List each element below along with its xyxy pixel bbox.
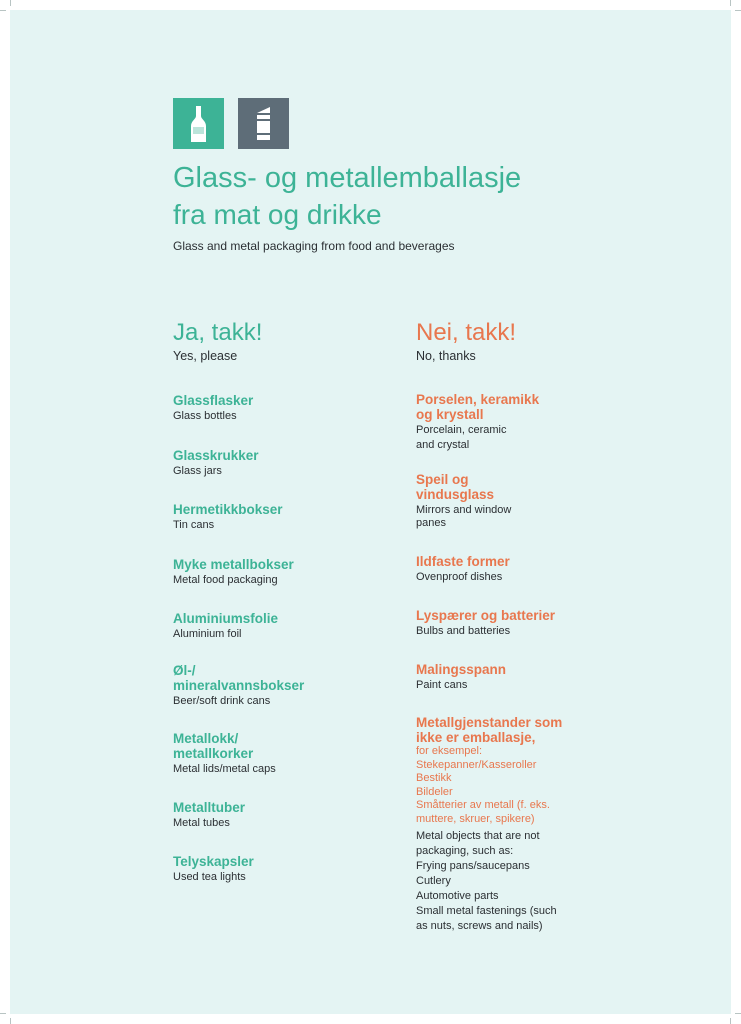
yes-item-translation: Used tea lights [173,871,246,883]
yes-heading: Ja, takk! [173,319,263,346]
yes-item-translation: Metal tubes [173,817,230,829]
crop-mark [730,1018,731,1024]
page-subtitle: Glass and metal packaging from food and beverages [173,239,455,253]
yes-subheading: Yes, please [173,349,238,363]
no-item-title: Metallgjenstander som [416,715,563,730]
no-item-translation: packaging, such as: [416,845,514,857]
page-title-line2: fra mat og drikke [173,199,382,230]
no-item [416,472,606,531]
crop-mark [735,10,741,11]
yes-item-title: Hermetikkbokser [173,502,283,517]
crop-mark [735,1013,741,1014]
yes-item-translation: Tin cans [173,519,215,531]
no-item-translation: Cutlery [416,875,451,887]
yes-item-title: Myke metallbokser [173,557,294,572]
example-line: Bildeler [416,785,453,798]
yes-item [173,502,363,533]
no-item-translation: and crystal [416,439,470,451]
crop-mark [0,1013,6,1014]
yes-item-translation: Glass bottles [173,410,237,422]
no-item-translation: Porcelain, ceramic [416,424,507,436]
yes-item [173,663,363,709]
example-line: Stekepanner/Kasseroller [416,758,537,771]
yes-item [173,800,363,831]
yes-item [173,854,363,885]
yes-item-title: Øl-/ [173,663,196,678]
yes-item-title: Metalltuber [173,800,246,815]
yes-item-title: Aluminiumsfolie [173,611,279,626]
example-line: for eksempel: [416,745,483,757]
yes-item-translation: Glass jars [173,465,222,477]
no-item-translation: Metal objects that are not [416,830,540,842]
yes-item [173,448,363,479]
yes-item [173,611,363,642]
no-item-translation: Mirrors and window [416,504,512,516]
yes-item [173,557,363,588]
no-item-title: Lyspærer og batterier [416,608,556,623]
tin-can-icon [238,98,289,149]
yes-item-title: mineralvannsbokser [173,678,305,693]
example-line: Småtterier av metall (f. eks. [416,799,550,811]
no-item-title: og krystall [416,407,484,422]
yes-item-title: Telyskapsler [173,854,254,869]
yes-item-title: Metallokk/ [173,731,239,746]
poster-page [10,10,731,1014]
no-item-translation: panes [416,517,446,529]
yes-item-title: Glassflasker [173,393,254,408]
no-item-title: ikke er emballasje, [416,730,536,745]
yes-item-title: Glasskrukker [173,448,259,463]
crop-mark [10,0,11,6]
yes-item [173,393,363,424]
yes-item-translation: Metal food packaging [173,574,278,586]
example-line: Bestikk [416,772,452,784]
no-item [416,554,606,585]
no-item-translation: Automotive parts [416,890,499,902]
yes-item-translation: Beer/soft drink cans [173,695,271,707]
glass-bottle-icon [173,98,224,149]
no-item-translation: Paint cans [416,679,468,691]
example-line: muttere, skruer, spikere) [416,812,535,825]
yes-item-translation: Metal lids/metal caps [173,763,276,775]
no-item-title: Porselen, keramikk [416,392,540,407]
yes-item [173,731,363,777]
no-item-translation: Bulbs and batteries [416,625,511,637]
no-item-title: Ildfaste former [416,554,510,569]
page-title: Glass- og metallemballasje [173,162,522,194]
no-item [416,662,606,693]
crop-mark [0,10,6,11]
no-item [416,608,606,639]
no-item-title: vindusglass [416,487,495,502]
yes-item-translation: Aluminium foil [173,628,242,640]
crop-mark [10,1018,11,1024]
no-item-translation: Small metal fastenings (such [416,905,557,917]
crop-mark [730,0,731,6]
no-item [416,715,616,934]
no-item [416,392,606,453]
yes-item-title: metallkorker [173,746,254,761]
no-item-title: Speil og [416,472,469,487]
no-item-translation: Ovenproof dishes [416,571,503,583]
no-subheading: No, thanks [416,349,476,363]
no-heading: Nei, takk! [416,319,517,346]
no-item-title: Malingsspann [416,662,507,677]
no-item-translation: as nuts, screws and nails) [416,920,543,932]
no-item-translation: Frying pans/saucepans [416,860,530,872]
